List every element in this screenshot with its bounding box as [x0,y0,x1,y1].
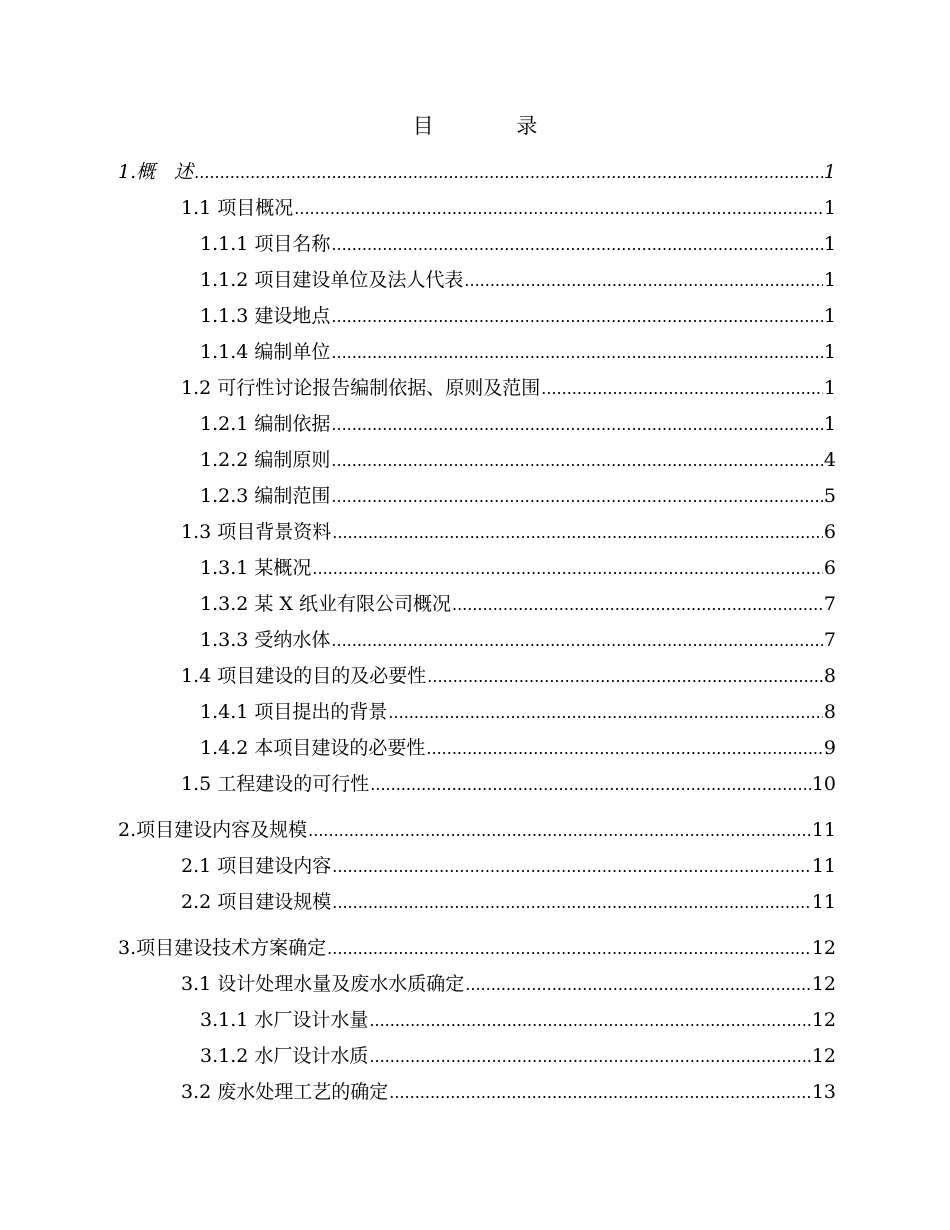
toc-entry-page: 1 [823,413,836,435]
toc-entry-label: 1.1.4 编制单位 [200,341,331,363]
toc-leader-dots [370,767,811,803]
toc-entry-page: 7 [823,629,836,651]
toc-leader-dots [331,623,823,659]
toc-entry[interactable] [118,334,836,370]
toc-entry-label: 1.1.3 建设地点 [200,305,331,327]
toc-entry[interactable] [118,848,836,884]
toc-leader-dots [327,931,811,967]
toc-entry-label: 1.4 项目建设的目的及必要性 [181,665,427,687]
toc-leader-dots [426,731,823,767]
toc-entry[interactable] [118,370,836,406]
toc-entry[interactable] [118,262,836,298]
toc-entry-label: 2.2 项目建设规模 [181,891,332,913]
toc-entry-page: 1 [823,341,836,363]
toc-entry-page: 6 [823,521,836,543]
toc-entry[interactable] [118,190,836,226]
toc-leader-dots [331,227,823,263]
toc-entry-page: 1 [823,233,836,255]
toc-entry-page: 11 [811,819,836,841]
toc-entry[interactable] [118,694,836,730]
toc-entry[interactable] [118,478,836,514]
toc-entry-page: 9 [823,737,836,759]
toc-entry-label: 3.2 废水处理工艺的确定 [181,1081,389,1103]
toc-entry-page: 8 [823,701,836,723]
toc-entry[interactable] [118,298,836,334]
toc-entry[interactable] [118,766,836,802]
toc-entry-page: 1 [823,305,836,327]
toc-entry-label: 2.项目建设内容及规模 [118,819,308,841]
toc-entry-page: 12 [811,1045,836,1067]
toc-leader-dots [388,695,823,731]
toc-entry-label: 1.2.1 编制依据 [200,413,331,435]
toc-entry-page: 1 [823,377,836,399]
toc-entry[interactable] [118,586,836,622]
toc-leader-dots [465,967,811,1003]
toc-entry[interactable] [118,658,836,694]
toc-entry-label: 3.1.2 水厂设计水质 [200,1045,369,1067]
toc-entry-page: 1 [823,161,836,183]
toc-entry-label: 1.3.2 某 X 纸业有限公司概况 [200,593,451,615]
toc-entry-page: 8 [823,665,836,687]
toc-entry-label: 3.项目建设技术方案确定 [118,937,327,959]
toc-leader-dots [331,479,823,515]
toc-entry-page: 12 [811,937,836,959]
toc-leader-dots [308,813,811,849]
toc-entry[interactable] [118,442,836,478]
toc-leader-dots [294,191,823,227]
toc-entry-page: 11 [811,891,836,913]
toc-entry[interactable] [118,930,836,966]
toc-entry-label: 1.2.3 编制范围 [200,485,331,507]
toc-entry[interactable] [118,550,836,586]
toc-entry-page: 1 [823,269,836,291]
toc-leader-dots [331,299,823,335]
toc-entry-label: 1.5 工程建设的可行性 [181,773,370,795]
toc-entry-label: 2.1 项目建设内容 [181,855,332,877]
toc-entry[interactable] [118,406,836,442]
toc-entry[interactable] [118,226,836,262]
toc-entry[interactable] [118,514,836,550]
toc-entry-label: 1.3.1 某概况 [200,557,312,579]
toc-leader-dots [464,263,823,299]
toc-entry[interactable] [118,1002,836,1038]
toc-entry-label: 1.2.2 编制原则 [200,449,331,471]
toc-entry[interactable] [118,1038,836,1074]
table-of-contents [118,154,836,1110]
toc-entry[interactable] [118,966,836,1002]
toc-entry-page: 11 [811,855,836,877]
toc-leader-dots [331,335,823,371]
toc-entry-label: 1.1.2 项目建设单位及法人代表 [200,269,464,291]
toc-leader-dots [452,587,823,623]
toc-entry-page: 1 [823,197,836,219]
toc-entry-label: 1.1.1 项目名称 [200,233,331,255]
toc-entry-label: 3.1.1 水厂设计水量 [200,1009,369,1031]
toc-entry-page: 4 [823,449,836,471]
toc-leader-dots [369,1039,810,1075]
toc-entry-page: 6 [823,557,836,579]
toc-entry[interactable] [118,154,836,190]
toc-entry-label: 1.4.2 本项目建设的必要性 [200,737,426,759]
toc-entry-page: 12 [811,973,836,995]
toc-entry[interactable] [118,622,836,658]
toc-entry[interactable] [118,1074,836,1110]
toc-leader-dots [194,155,823,191]
toc-leader-dots [332,849,811,885]
toc-title: 目 录 [412,114,576,138]
toc-leader-dots [369,1003,810,1039]
toc-entry-page: 7 [823,593,836,615]
toc-leader-dots [389,1075,811,1111]
toc-entry[interactable] [118,812,836,848]
toc-entry[interactable] [118,884,836,920]
toc-entry-label: 1.概 述 [118,161,194,183]
toc-entry-label: 1.1 项目概况 [181,197,294,219]
toc-leader-dots [331,443,823,479]
toc-entry-label: 1.2 可行性讨论报告编制依据、原则及范围 [181,377,541,399]
toc-leader-dots [427,659,823,695]
toc-leader-dots [541,371,823,407]
toc-leader-dots [331,407,823,443]
toc-entry[interactable] [118,730,836,766]
toc-entry-page: 13 [811,1081,836,1103]
toc-leader-dots [332,515,823,551]
toc-leader-dots [332,885,811,921]
toc-entry-page: 5 [823,485,836,507]
toc-entry-page: 10 [811,773,836,795]
toc-entry-label: 1.3.3 受纳水体 [200,629,331,651]
toc-entry-page: 12 [811,1009,836,1031]
toc-entry-label: 1.3 项目背景资料 [181,521,332,543]
toc-leader-dots [312,551,823,587]
toc-entry-label: 3.1 设计处理水量及废水水质确定 [181,973,465,995]
toc-entry-label: 1.4.1 项目提出的背景 [200,701,388,723]
